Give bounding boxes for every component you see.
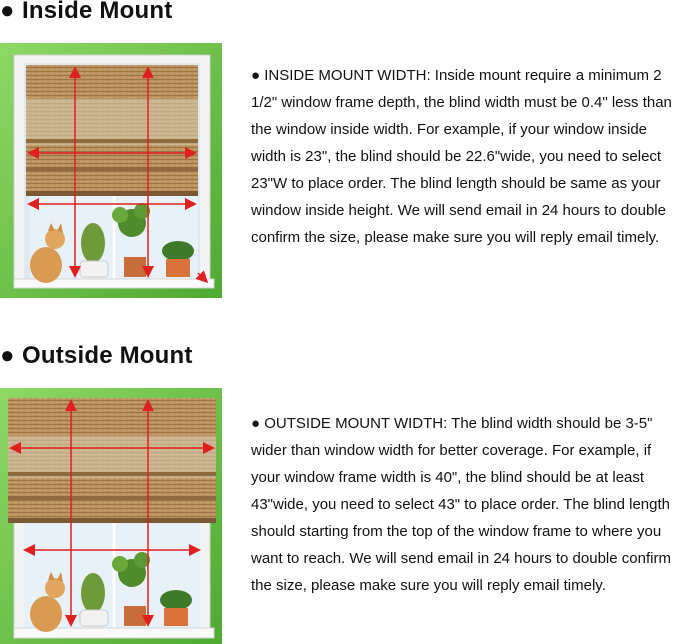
inside-mount-title: Inside Mount — [22, 0, 173, 24]
inside-mount-heading — [0, 0, 172, 25]
inside-mount-description: ● INSIDE MOUNT WIDTH: Inside mount require a minimum 2 1/2" window frame depth, the blind width must be 0.4" less than the window inside width. For example, if your window inside width is 23", the blind should be 22.6"wide, you need to select 23"W to place order. The blind length should be same as your window inside height. We will send email in 24 hours to double confirm the size, please make sure you will reply email timely. — [251, 67, 672, 246]
heading-bullet: ● — [0, 0, 15, 24]
heading-bullet: ● — [0, 342, 15, 369]
outside-mount-title: Outside Mount — [22, 342, 193, 369]
outside-mount-heading — [0, 342, 193, 370]
outside-mount-illustration — [0, 388, 222, 644]
outside-mount-description: ● OUTSIDE MOUNT WIDTH: The blind width should be 3-5" wider than window width for better coverage. For example, if your window frame width is 40", the blind should be at least 43"wide, you need to select 43" to place order. The blind length should starting from the top of the window frame to where you want to reach. We will send email in 24 hours to double confirm the size, please make sure you will reply email timely. — [251, 415, 671, 594]
inside-mount-illustration — [0, 43, 222, 298]
